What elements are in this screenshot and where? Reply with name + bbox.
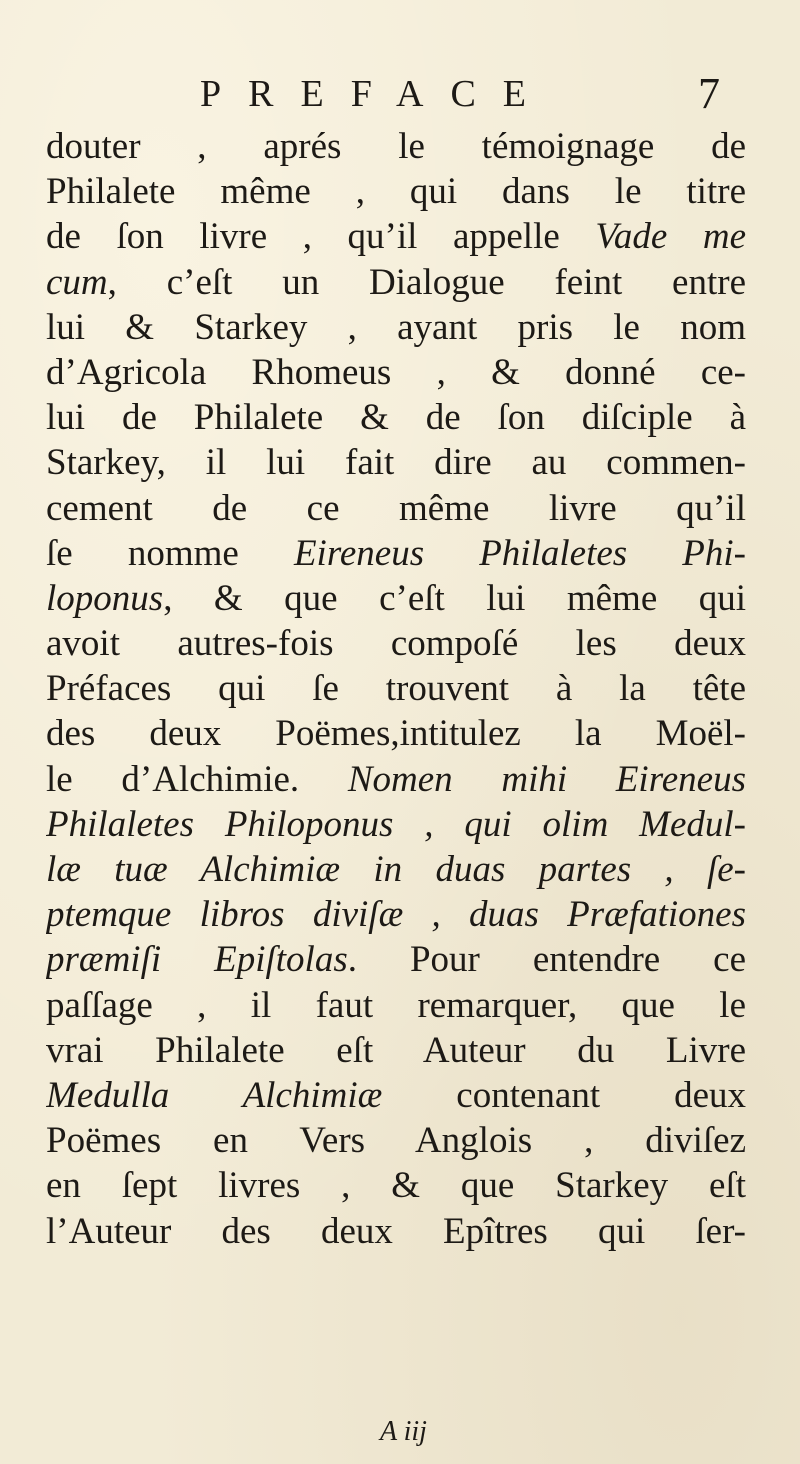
roman-text: douter , aprés le témoignage de [46, 126, 746, 167]
italic-text: Nomen mihi Eireneus [347, 758, 746, 800]
text-line [46, 576, 746, 621]
running-head [200, 70, 720, 118]
roman-text: paſſage , il faut remarquer, que le [46, 984, 746, 1026]
text-line [46, 350, 746, 395]
text-line [46, 937, 746, 982]
roman-text: Poëmes en Vers Anglois , diviſez [46, 1120, 746, 1162]
roman-text: lui & Starkey , ayant pris le nom [46, 306, 746, 348]
italic-text: Vade me [595, 216, 746, 258]
roman-text: lui de Philalete & de ſon diſciple à [46, 397, 746, 439]
roman-text: en ſept livres , & que Starkey eſt [46, 1165, 746, 1207]
text-line [46, 260, 746, 305]
roman-text: avoit autres-fois compoſé les deux [46, 623, 746, 665]
italic-text: præmiſi Epiſtolas [46, 939, 348, 981]
roman-text: l’Auteur des deux Epîtres qui ſer- [46, 1210, 746, 1252]
text-line [46, 395, 746, 440]
italic-text: Medulla Alchimiæ [46, 1074, 383, 1116]
text-line [46, 124, 746, 169]
page-number: 7 [698, 69, 720, 118]
italic-text: ptemque libros diviſæ , duas Præfationes [46, 894, 746, 936]
roman-text: des deux Poëmes,intitulez la Moël- [46, 713, 746, 755]
roman-text: d’Agricola Rhomeus , & donné ce- [46, 351, 746, 393]
text-line [46, 1118, 746, 1163]
text-line [46, 440, 746, 485]
italic-text: loponus [46, 577, 164, 619]
roman-text: de ſon livre , qu’il appelle [46, 216, 596, 258]
text-line [46, 757, 746, 802]
text-line [46, 847, 746, 892]
text-line [46, 1163, 746, 1208]
italic-text: læ tuæ Alchimiæ in duas partes , ſe- [46, 849, 746, 890]
text-line [46, 983, 746, 1028]
roman-text: le d’Alchimie. [46, 758, 348, 800]
text-line [46, 214, 746, 259]
roman-text: cement de ce même livre qu’il [46, 487, 746, 529]
text-line [46, 892, 746, 937]
roman-text: , & que c’eſt lui même qui [163, 577, 746, 619]
italic-text: Philaletes Philoponus , qui olim Medul- [46, 803, 746, 845]
running-title: PREFACE [200, 73, 554, 115]
roman-text: Starkey, il lui fait dire au commen- [46, 442, 746, 484]
italic-text: Eireneus Philaletes Phi- [293, 532, 746, 574]
text-line [46, 621, 746, 666]
roman-text: contenant deux [382, 1074, 746, 1116]
roman-text: Philalete même , qui dans le titre [46, 171, 746, 213]
text-line [46, 1073, 746, 1118]
roman-text: ſe nomme [46, 532, 294, 574]
roman-text: . Pour entendre ce [347, 939, 746, 981]
text-line [46, 1209, 746, 1254]
text-line [46, 305, 746, 350]
text-line [46, 486, 746, 531]
text-line [46, 1028, 746, 1073]
text-line [46, 711, 746, 756]
text-line [46, 802, 746, 847]
roman-text: , c’eſt un Dialogue feint entre [107, 261, 746, 303]
italic-text: cum [46, 261, 108, 303]
signature-line [380, 1414, 710, 1450]
text-line [46, 666, 746, 711]
signature-mark: A iij [380, 1416, 427, 1447]
body-text [46, 124, 746, 1254]
text-line [46, 531, 746, 576]
roman-text: Préfaces qui ſe trouvent à la tête [46, 668, 746, 710]
roman-text: vrai Philalete eſt Auteur du Livre [46, 1029, 746, 1071]
text-line [46, 169, 746, 214]
